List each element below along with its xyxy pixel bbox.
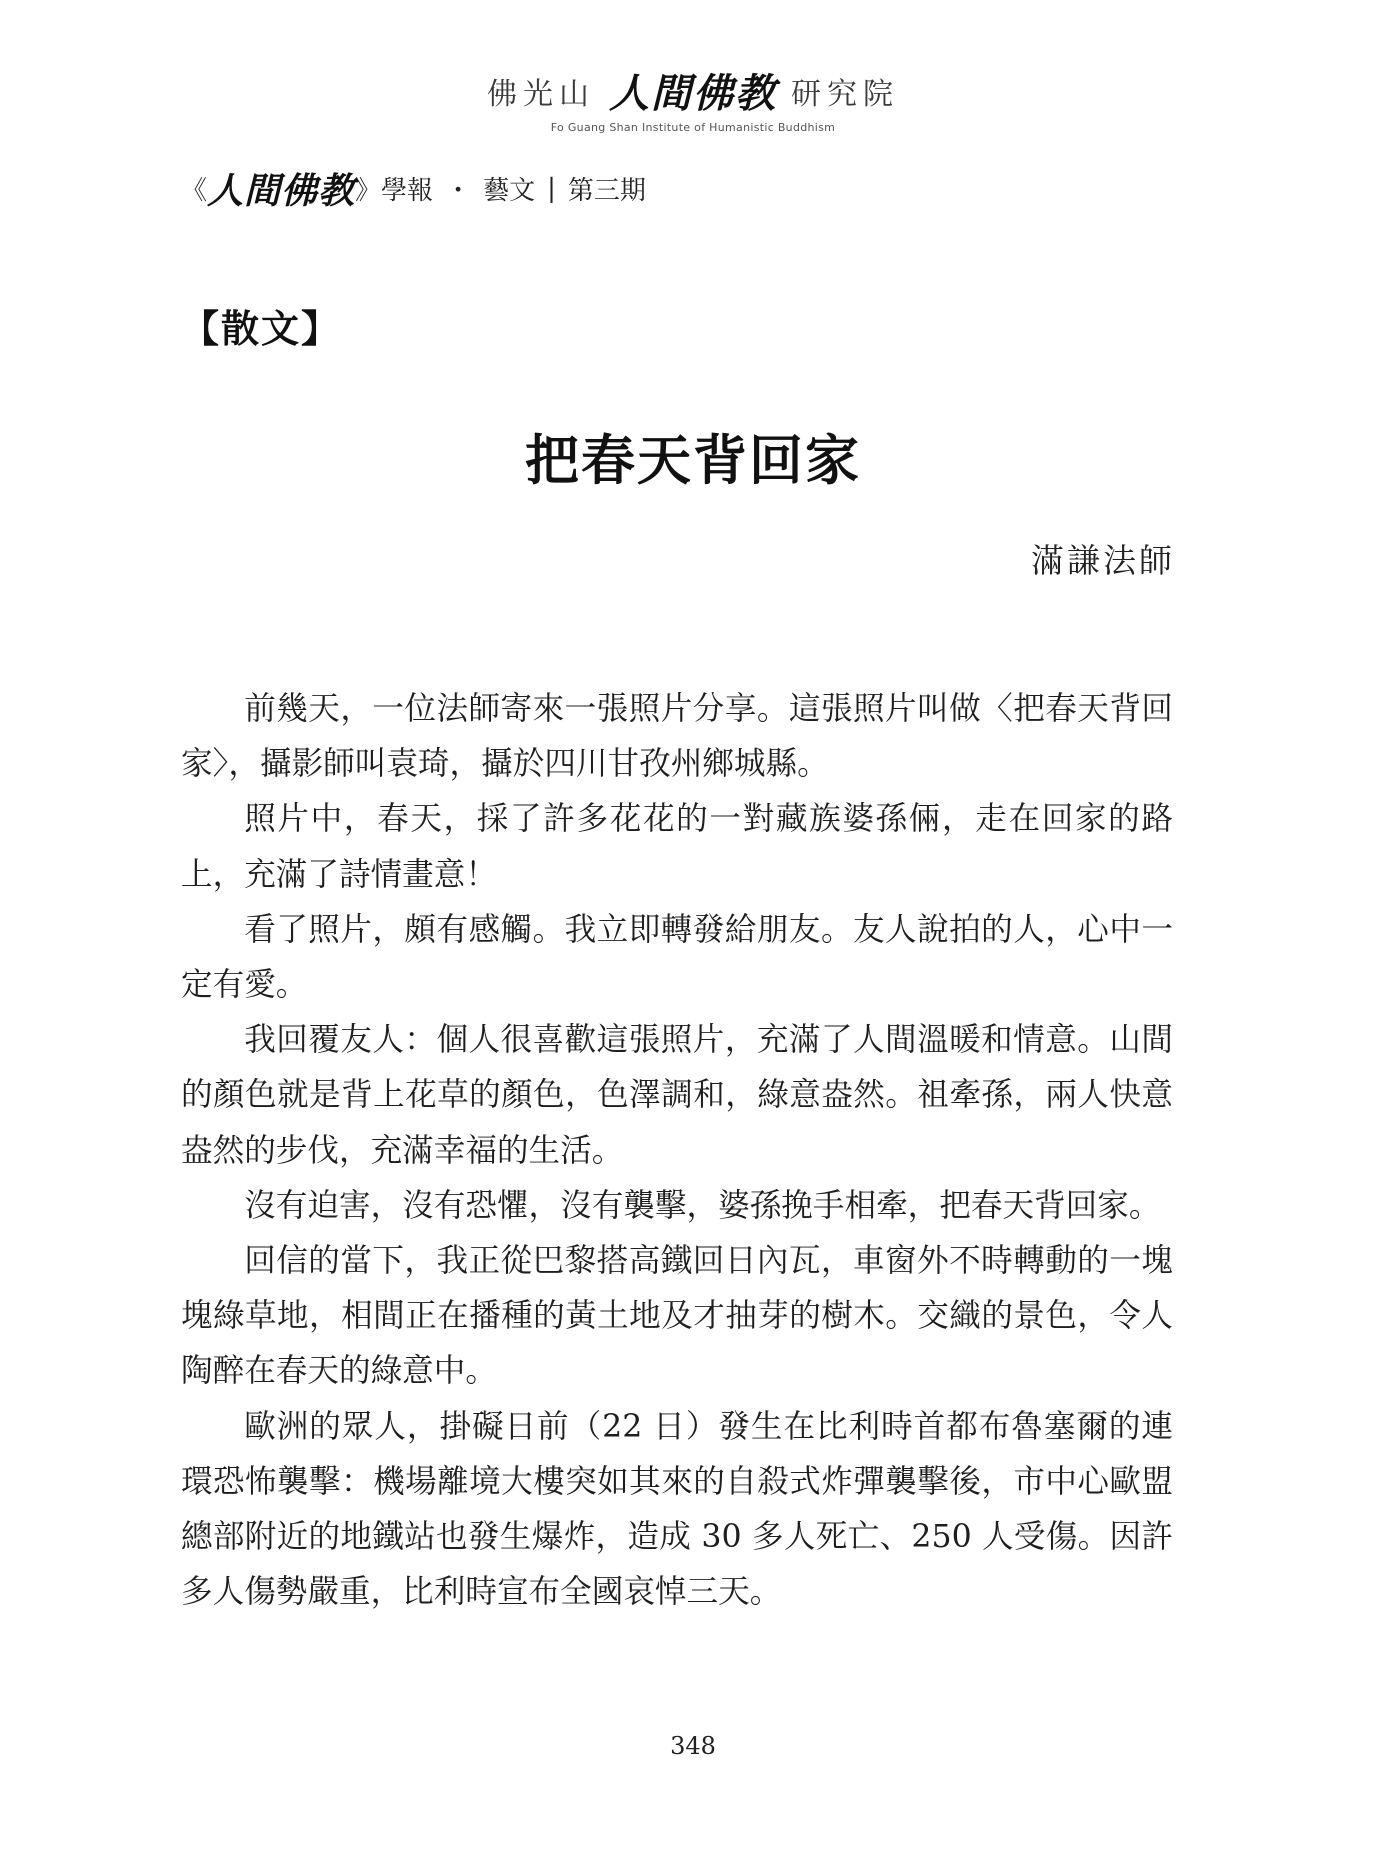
institute-header [0, 62, 1386, 134]
journal-issue: 第三期 [567, 176, 646, 206]
journal-dot: ・ [445, 176, 472, 206]
journal-name: 學報 [381, 176, 434, 206]
article-author: 滿謙法師 [1031, 541, 1175, 580]
journal-brand: 人間佛教 [207, 170, 356, 212]
journal-open-bracket: 《 [181, 176, 208, 206]
institute-logo [487, 62, 899, 119]
institute-english-name: Fo Guang Shan Institute of Humanistic Buddhism [550, 121, 836, 134]
section-label: 【散文】 [181, 306, 342, 351]
institute-brand-calligraphy: 人間佛教 [609, 70, 777, 117]
journal-running-head [181, 163, 646, 214]
body-paragraph: 前幾天，一位法師寄來一張照片分享。這張照片叫做〈把春天背回家〉，攝影師叫袁琦，攝於四川甘孜州鄉城縣。 [181, 691, 1173, 783]
institute-name-prefix: 佛光山 [487, 76, 595, 112]
body-paragraph: 我回覆友人：個人很喜歡這張照片，充滿了人間溫暖和情意。山間的顏色就是背上花草的顏色，色澤調和，綠意盎然。祖牽孫，兩人快意盎然的步伐，充滿幸福的生活。 [181, 1022, 1173, 1169]
journal-separator: | [547, 173, 556, 204]
institute-name-suffix: 研究院 [791, 76, 899, 112]
body-paragraph: 看了照片，頗有感觸。我立即轉發給朋友。友人說拍的人，心中一定有愛。 [181, 911, 1173, 1004]
article-body [181, 682, 1173, 1620]
body-paragraph: 沒有迫害，沒有恐懼，沒有襲擊，婆孫挽手相牽，把春天背回家。 [244, 1187, 1161, 1224]
journal-close-bracket: 》 [355, 176, 382, 206]
article-title: 把春天背回家 [525, 428, 861, 492]
body-paragraph: 回信的當下，我正從巴黎搭高鐵回日內瓦，車窗外不時轉動的一塊塊綠草地，相間正在播種的黃土地及才抽芽的樹木。交織的景色，令人陶醉在春天的綠意中。 [181, 1243, 1173, 1390]
journal-subject: 藝文 [483, 176, 536, 206]
body-paragraph: 照片中，春天，採了許多花花的一對藏族婆孫倆，走在回家的路上，充滿了詩情畫意！ [181, 801, 1173, 893]
page-number: 348 [670, 1732, 716, 1760]
body-paragraph: 歐洲的眾人，掛礙日前（22 日）發生在比利時首都布魯塞爾的連環恐怖襲擊：機場離境大樓突如其來的自殺式炸彈襲擊後，市中心歐盟總部附近的地鐵站也發生爆炸，造成 30 多人死亡、250 人受傷。因許多人傷勢嚴重，比利時宣布全國哀悼三天。 [181, 1408, 1173, 1611]
